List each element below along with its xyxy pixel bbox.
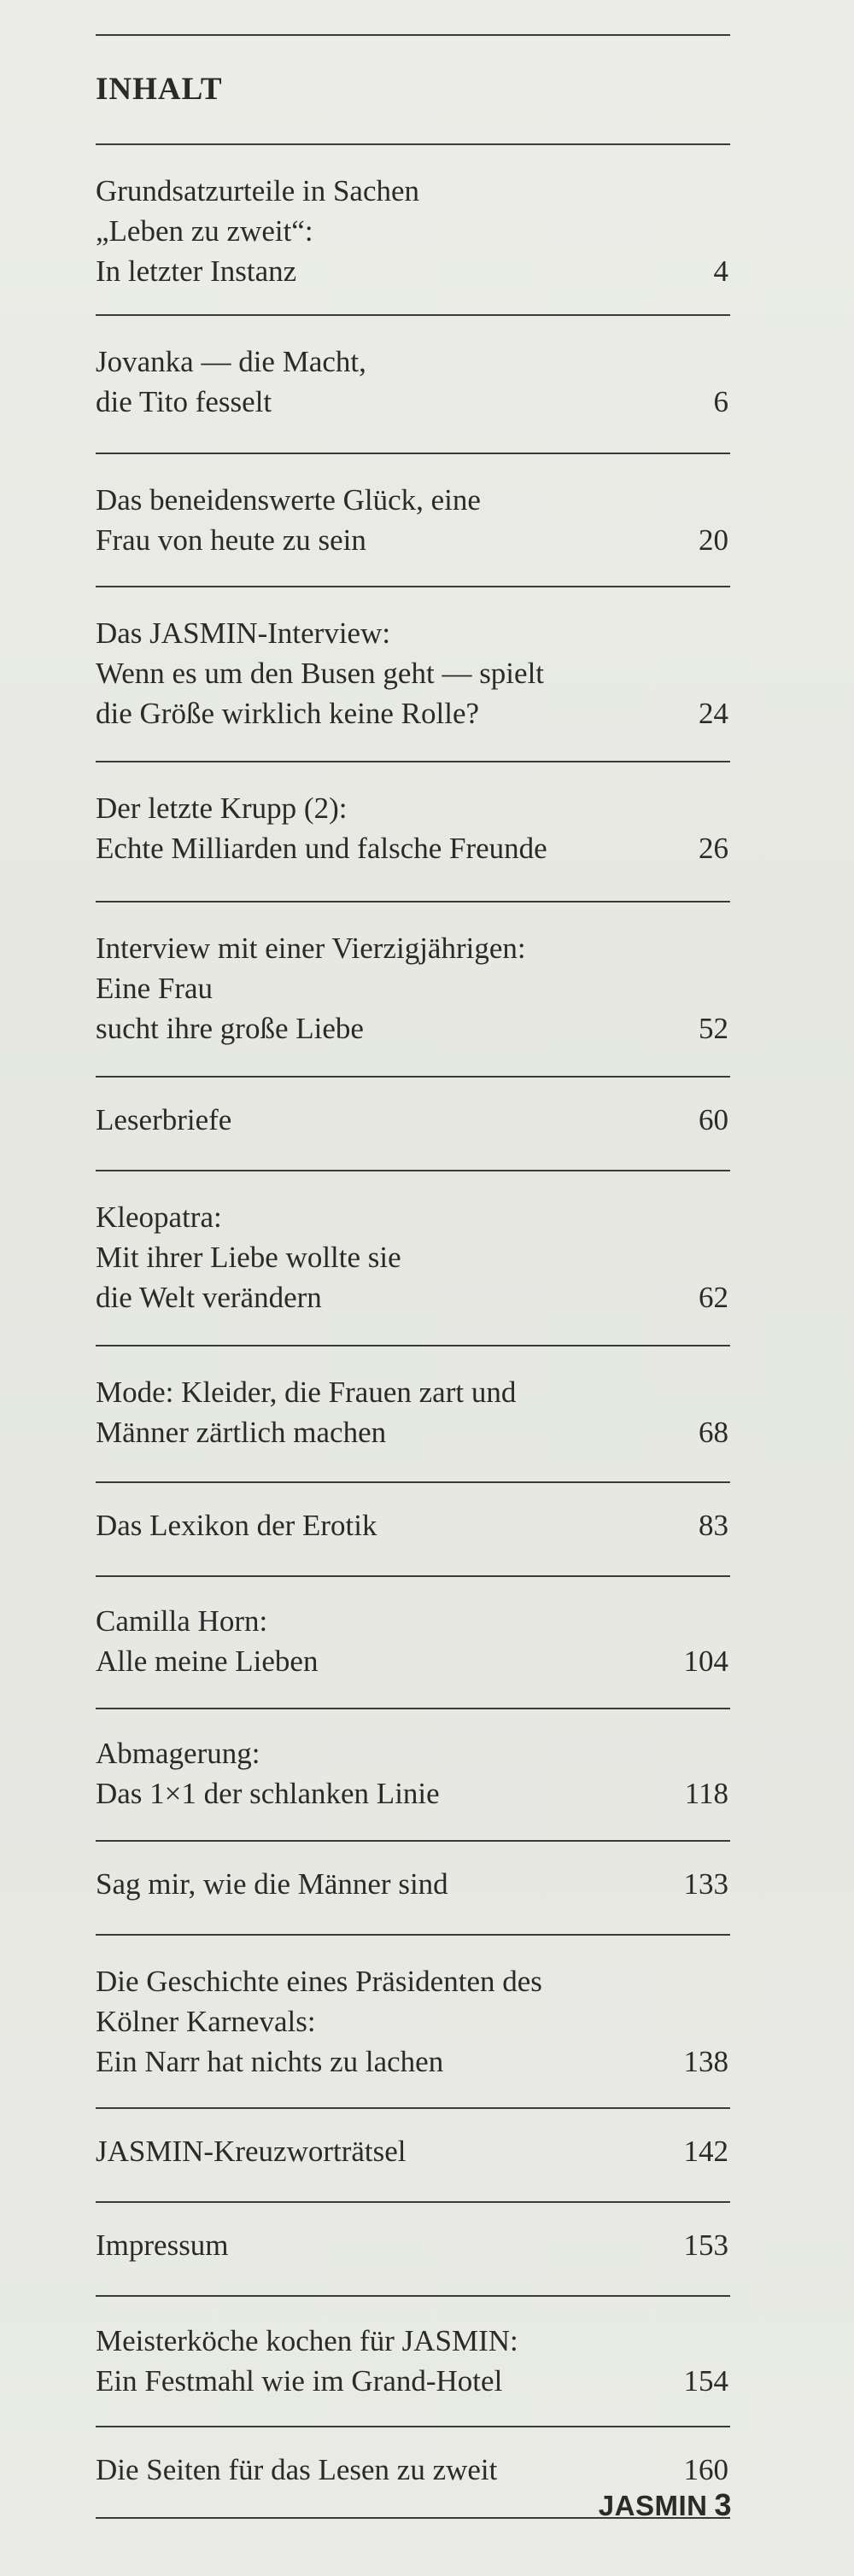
toc-entry-line: Impressum — [96, 2228, 229, 2262]
toc-entry-line: Das Lexikon der Erotik — [96, 1509, 377, 1542]
toc-entry-title — [96, 788, 676, 868]
toc-entry-page-number: 6 — [713, 385, 728, 418]
toc-entry-line: Eine Frau — [96, 972, 214, 1005]
toc-entry-line: Die Seiten für das Lesen zu zweit — [96, 2453, 498, 2486]
toc-entry-line: Das beneidenswerte Glück, eine — [96, 483, 481, 517]
toc-entry-line: Männer zärtlich machen — [96, 1416, 387, 1449]
toc-entry[interactable] — [96, 1842, 730, 1934]
toc-entry[interactable] — [96, 2297, 730, 2426]
toc-entry-line: die Größe wirklich keine Rolle? — [96, 697, 480, 730]
toc-entry-line: Ein Festmahl wie im Grand-Hotel — [96, 2364, 503, 2398]
footer-page-number: 3 — [714, 2487, 732, 2522]
toc-entry-page-number: 52 — [699, 1012, 728, 1045]
toc-entry-page-number: 62 — [699, 1281, 728, 1314]
toc-entry-page-number: 153 — [683, 2228, 728, 2262]
footer-magazine-name: JASMIN — [598, 2490, 708, 2521]
toc-entry-title — [96, 2225, 676, 2265]
toc-entry-line: Wenn es um den Busen geht — spielt — [96, 657, 545, 690]
toc-entry[interactable] — [96, 1346, 730, 1481]
toc-entry[interactable] — [96, 454, 730, 586]
toc-entry-title — [96, 342, 676, 422]
toc-entry-line: sucht ihre große Liebe — [96, 1012, 364, 1045]
toc-entry-line: Echte Milliarden und falsche Freunde — [96, 832, 547, 865]
toc-entry-line: Der letzte Krupp (2): — [96, 791, 348, 825]
toc-entries — [96, 145, 730, 2519]
toc-entry-line: JASMIN-Kreuzworträtsel — [96, 2135, 407, 2168]
toc-entry[interactable] — [96, 762, 730, 901]
toc-entry-title — [96, 2321, 676, 2401]
toc-entry-line: Meisterköche kochen für JASMIN: — [96, 2324, 518, 2357]
toc-entry-title — [96, 1961, 676, 2082]
toc-entry-page-number: 60 — [699, 1103, 728, 1136]
toc-entry[interactable] — [96, 2109, 730, 2201]
toc-entry-title — [96, 2131, 676, 2171]
toc-entry-line: Die Geschichte eines Präsidenten des — [96, 1965, 542, 1998]
toc-entry-line: Mit ihrer Liebe wollte sie — [96, 1241, 401, 1274]
toc-entry[interactable] — [96, 1078, 730, 1170]
toc-entry-line: die Welt verändern — [96, 1281, 322, 1314]
toc-entry-page-number: 26 — [699, 832, 728, 865]
toc-entry[interactable] — [96, 1709, 730, 1840]
toc-entry-line: Mode: Kleider, die Frauen zart und — [96, 1376, 517, 1409]
toc-entry-page-number: 104 — [683, 1644, 728, 1678]
toc-heading: INHALT — [96, 72, 223, 107]
toc-entry-page-number: 133 — [683, 1867, 728, 1901]
toc-entry[interactable] — [96, 2203, 730, 2295]
toc-entry-page-number: 142 — [683, 2135, 728, 2168]
toc-entry-line: Leserbriefe — [96, 1103, 232, 1136]
toc-entry-line: Ein Narr hat nichts zu lachen — [96, 2045, 444, 2078]
toc-entry-line: Alle meine Lieben — [96, 1644, 319, 1678]
toc-entry[interactable] — [96, 902, 730, 1076]
toc-entry-title — [96, 1100, 676, 1140]
toc-entry-line: Sag mir, wie die Männer sind — [96, 1867, 448, 1901]
toc-entry-line: Jovanka — die Macht, — [96, 345, 366, 378]
toc-entry-line: Abmagerung: — [96, 1737, 260, 1770]
toc-entry-page-number: 68 — [699, 1416, 728, 1449]
toc-entry-title — [96, 1601, 676, 1681]
toc-entry-page-number: 24 — [699, 697, 728, 730]
toc-entry-line: Grundsatzurteile in Sachen — [96, 174, 420, 207]
toc-entry-page-number: 138 — [683, 2045, 728, 2078]
toc-entry-title — [96, 1733, 676, 1814]
toc-entry-line: Frau von heute zu sein — [96, 523, 366, 557]
toc-entry-line: Kölner Karnevals: — [96, 2005, 316, 2038]
toc-entry[interactable] — [96, 1483, 730, 1575]
toc-entry-title — [96, 1197, 676, 1317]
toc-entry-page-number: 118 — [684, 1777, 728, 1810]
toc-entry-line: Interview mit einer Vierzigjährigen: — [96, 932, 526, 965]
toc-entry-title — [96, 928, 676, 1049]
toc-entry-title — [96, 171, 676, 291]
toc-entry[interactable] — [96, 1936, 730, 2107]
toc-entry-page-number: 154 — [683, 2364, 728, 2398]
toc-entry-page-number: 83 — [699, 1509, 728, 1542]
toc-entry-page-number: 160 — [683, 2453, 728, 2486]
toc-entry-title — [96, 1505, 676, 1545]
toc-entry-title — [96, 1372, 676, 1452]
toc-entry-line: Das JASMIN-Interview: — [96, 616, 391, 650]
toc-entry[interactable] — [96, 1577, 730, 1708]
toc-entry-title — [96, 613, 676, 733]
page-footer — [599, 2487, 732, 2523]
toc-entry-line: die Tito fesselt — [96, 385, 272, 418]
toc-entry-line: In letzter Instanz — [96, 254, 297, 288]
toc-entry[interactable] — [96, 316, 730, 453]
toc-entry-line: Kleopatra: — [96, 1200, 222, 1234]
toc-entry-line: Das 1×1 der schlanken Linie — [96, 1777, 440, 1810]
toc-entry[interactable] — [96, 145, 730, 314]
toc-entry[interactable] — [96, 587, 730, 761]
toc-entry-page-number: 4 — [713, 254, 728, 288]
toc-entry[interactable] — [96, 1171, 730, 1345]
toc-entry-title — [96, 480, 676, 560]
toc-entry-line: Camilla Horn: — [96, 1604, 268, 1638]
table-of-contents — [96, 0, 730, 2519]
toc-entry-line: „Leben zu zweit“: — [96, 214, 313, 248]
toc-entry-title — [96, 2450, 676, 2490]
toc-entry-page-number: 20 — [699, 523, 728, 557]
toc-entry-title — [96, 1864, 676, 1904]
